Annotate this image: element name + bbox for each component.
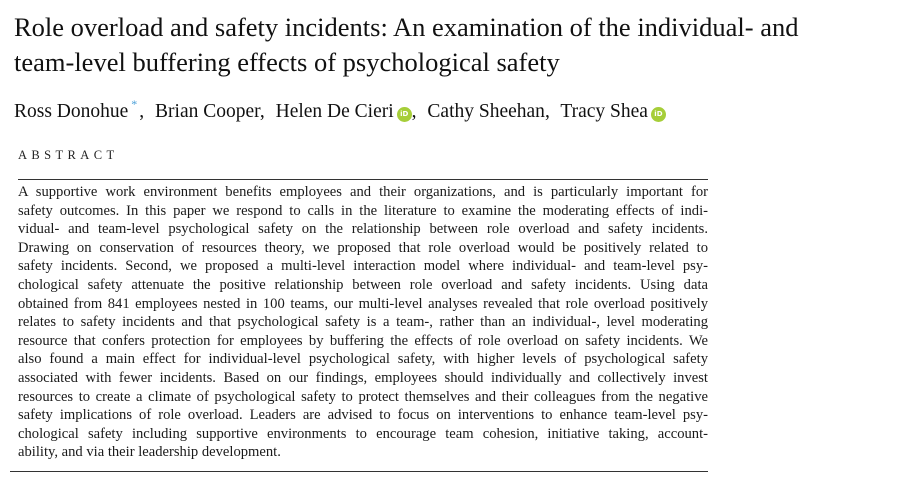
orcid-icon[interactable]: iD <box>397 107 412 122</box>
abstract-text <box>18 183 708 462</box>
abstract-line: Drawing on conservation of resources theory, we proposed that role overload would be positively related to <box>18 239 708 256</box>
abstract-line: resources to create a climate of psychological safety to protect themselves and their colleagues from the negative <box>18 388 708 405</box>
abstract-line: relates to safety incidents and that psychological safety is a team-, rather than an individual-, level moderating <box>18 314 708 331</box>
title-line-1: Role overload and safety incidents: An examination of the individual- and <box>14 12 799 42</box>
abstract-line: A supportive work environment benefits employees and their organizations, and is particularly important for <box>18 184 708 200</box>
abstract-line: safety implications of role overload. Leaders are advised to focus on interventions to enhance team-level psy- <box>18 407 708 424</box>
orcid-icon[interactable]: iD <box>651 107 666 122</box>
abstract-line: ability, and via their leadership development. <box>18 444 281 461</box>
abstract-line: chological safety including supportive environments to encourage team cohesion, initiative taking, account- <box>18 425 708 442</box>
title-line-2: team-level buffering effects of psychological safety <box>14 47 560 77</box>
abstract-line: safety outcomes. In this paper we respond to calls in the literature to examine the moderating effects of indi- <box>18 202 708 219</box>
abstract-bottom-divider <box>10 471 708 472</box>
abstract-line: chological safety attenuate the positive relationship between role overload and safety incidents. Using data <box>18 276 708 293</box>
abstract-line: associated with fewer incidents. Based on our findings, employees should individually and collectively invest <box>18 369 708 386</box>
abstract-heading: ABSTRACT <box>18 148 119 162</box>
abstract-line: resource that confers protection for employees by buffering the effects of role overload on safety incidents. We <box>18 332 708 349</box>
abstract-line: obtained from 841 employees nested in 100 teams, our multi-level analyses revealed that role overload positively <box>18 295 708 312</box>
author-name[interactable]: Tracy Shea <box>560 101 648 122</box>
article-title <box>14 10 894 80</box>
corresponding-author-asterisk-icon[interactable]: * <box>131 97 138 111</box>
abstract-top-divider <box>18 179 708 180</box>
author-name[interactable]: Brian Cooper <box>155 101 260 122</box>
abstract-line: also found a main effect for individual-level psychological safety, with higher levels of psychological safety <box>18 351 708 368</box>
author-list: Ross Donohue * , Brian Cooper, Helen De Cieri iD , Cathy Sheehan, Tracy Shea iD <box>14 97 666 123</box>
abstract-line: vidual- and team-level psychological safety on the relationship between role overload and safety incidents. <box>18 221 708 238</box>
author-name[interactable]: Cathy Sheehan <box>427 101 545 122</box>
author-name[interactable]: Ross Donohue <box>14 101 129 122</box>
author-name[interactable]: Helen De Cieri <box>275 101 394 122</box>
abstract-line: safety incidents. Second, we proposed a multi-level interaction model where individual- and team-level psy- <box>18 258 708 275</box>
